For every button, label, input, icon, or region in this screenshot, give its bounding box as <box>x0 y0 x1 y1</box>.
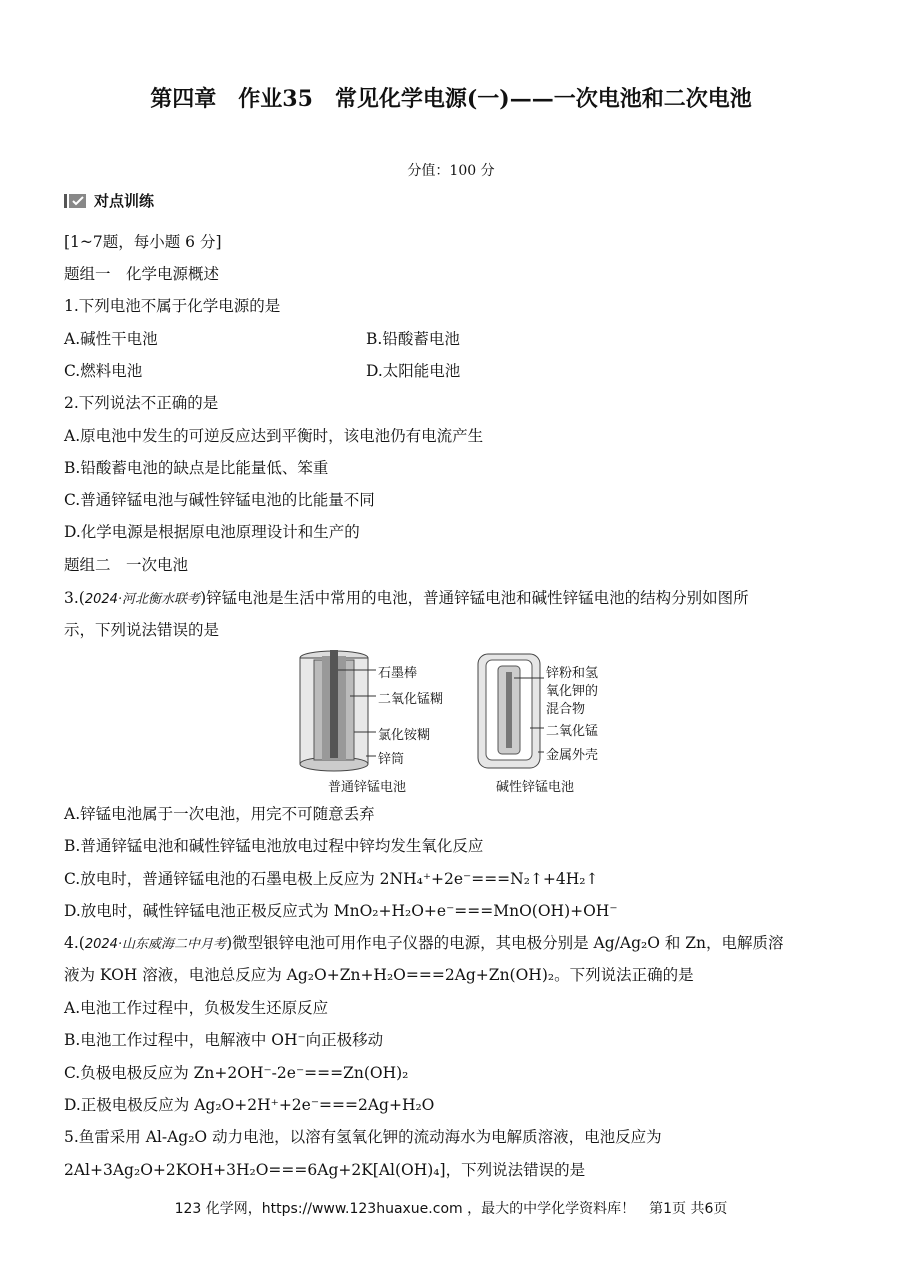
section-header <box>64 190 154 211</box>
checklist-icon <box>64 193 86 209</box>
q2-option-b: B.铅酸蓄电池的缺点是比能量低、笨重 <box>64 459 329 477</box>
q3-stem-text: )锌锰电池是生活中常用的电池，普通锌锰电池和碱性锌锰电池的结构分别如图所 <box>200 589 749 607</box>
section-title: 对点训练 <box>94 192 155 210</box>
battery-figure <box>292 648 622 796</box>
q2-stem: 2.下列说法不正确的是 <box>64 394 219 412</box>
label-mno2: 二氧化锰 <box>546 724 599 739</box>
q3-stem <box>64 588 749 610</box>
left-caption: 普通锌锰电池 <box>328 780 407 795</box>
q4-option-b: B.电池工作过程中，电解液中 OH⁻向正极移动 <box>64 1031 384 1049</box>
group2-title: 题组二 一次电池 <box>64 556 189 574</box>
q4-number: 4.( <box>64 934 85 952</box>
q5-line2: 2Al+3Ag₂O+2KOH+3H₂O===6Ag+2K[Al(OH)₄]，下列说法错误的是 <box>64 1161 586 1179</box>
label-zinc-powder-2: 氧化钾的 <box>546 684 599 699</box>
q3-option-a: A.锌锰电池属于一次电池，用完不可随意丢弃 <box>64 805 375 823</box>
q4-option-a: A.电池工作过程中，负极发生还原反应 <box>64 999 329 1017</box>
label-zinc-powder-1: 锌粉和氢 <box>546 666 599 681</box>
q3-option-c: C.放电时，普通锌锰电池的石墨电极上反应为 2NH₄⁺+2e⁻===N₂↑+4H₂↑ <box>64 870 599 888</box>
q1-option-c: C.燃料电池 <box>64 362 143 380</box>
page-title: 第四章 作业35 常见化学电源(一)——一次电池和二次电池 <box>150 86 752 112</box>
q1-option-b: B.铅酸蓄电池 <box>366 330 460 348</box>
q2-option-d: D.化学电源是根据原电池原理设计和生产的 <box>64 523 360 541</box>
label-zinc-can: 锌筒 <box>378 752 405 767</box>
label-graphite-rod: 石墨棒 <box>378 666 418 681</box>
q4-option-c: C.负极电极反应为 Zn+2OH⁻-2e⁻===Zn(OH)₂ <box>64 1064 409 1082</box>
q4-source: 2024·山东威海二中月考 <box>84 937 227 952</box>
group1-title: 题组一 化学电源概述 <box>64 265 220 283</box>
q4-option-d: D.正极电极反应为 Ag₂O+2H⁺+2e⁻===2Ag+H₂O <box>64 1096 435 1114</box>
q4-stem-text: )微型银锌电池可用作电子仪器的电源，其电极分别是 Ag/Ag₂O 和 Zn，电解质溶 <box>226 934 784 952</box>
q1-option-d: D.太阳能电池 <box>366 362 461 380</box>
page-footer: 123 化学网，https://www.123huaxue.com ，最大的中学化学资料库！ 第1页 共6页 <box>174 1201 728 1217</box>
right-caption: 碱性锌锰电池 <box>496 780 575 795</box>
q5-line1: 5.鱼雷采用 Al-Ag₂O 动力电池，以溶有氢氧化钾的流动海水为电解质溶液，电池反应为 <box>64 1128 662 1146</box>
label-metal-shell: 金属外壳 <box>546 748 599 763</box>
instruction-text: [1~7题，每小题 6 分] <box>64 233 222 251</box>
q2-option-c: C.普通锌锰电池与碱性锌锰电池的比能量不同 <box>64 491 375 509</box>
q4-stem-line2: 液为 KOH 溶液，电池总反应为 Ag₂O+Zn+H₂O===2Ag+Zn(OH)₂。下列说法正确的是 <box>64 966 694 984</box>
label-zinc-powder-3: 混合物 <box>546 702 586 717</box>
q2-option-a: A.原电池中发生的可逆反应达到平衡时，该电池仍有电流产生 <box>64 427 484 445</box>
label-nh4cl-paste: 氯化铵糊 <box>378 728 431 743</box>
q3-stem-line2: 示，下列说法错误的是 <box>64 621 220 639</box>
q3-option-b: B.普通锌锰电池和碱性锌锰电池放电过程中锌均发生氧化反应 <box>64 837 484 855</box>
score-text: 分值：100 分 <box>407 163 495 179</box>
q4-stem <box>64 933 784 955</box>
q1-stem: 1.下列电池不属于化学电源的是 <box>64 297 281 315</box>
label-mno2-paste: 二氧化锰糊 <box>378 692 444 707</box>
q1-option-a: A.碱性干电池 <box>64 330 158 348</box>
q3-number: 3.( <box>64 589 85 607</box>
q3-option-d: D.放电时，碱性锌锰电池正极反应式为 MnO₂+H₂O+e⁻===MnO(OH)+OH⁻ <box>64 902 618 920</box>
q3-source: 2024·河北衡水联考 <box>84 592 201 607</box>
